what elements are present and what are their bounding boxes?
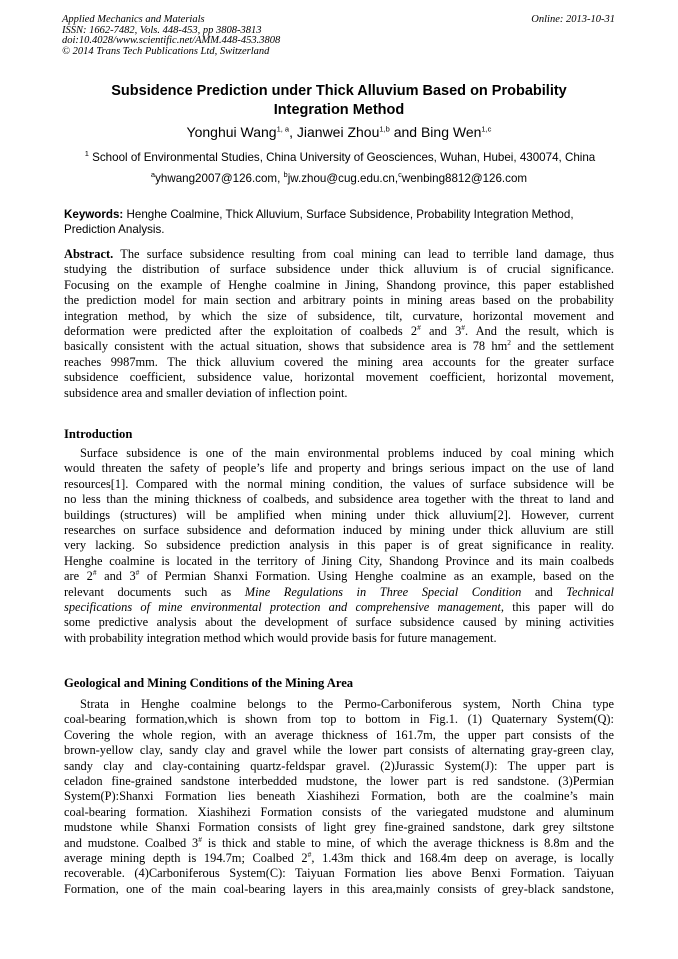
affiliation-text: School of Environmental Studies, China University of Geosciences, Wuhan, Hubei, 430074, China (88, 151, 596, 164)
keywords-label: Keywords: (64, 208, 124, 221)
intro-line: with probability integration method which would provide basis for future management. (64, 630, 497, 645)
intro-line: relevant documents such as Mine Regulations in Three Special Condition and Technical (64, 584, 615, 599)
intro-line: are 2# and 3# of Permian Shanxi Formation. Using Henghe coalmine as an example, based on the (64, 568, 615, 584)
author-1-affil: 1, a (276, 124, 290, 134)
affiliation-number: 1 (84, 149, 89, 159)
geological-paragraph (64, 697, 614, 897)
abstract-line: reaches 9987mm. The thick alluvium covered the mining area accounts for the greater surface (64, 354, 614, 369)
intro-line: resources[1]. Compared with the normal mining condition, the values of surface subsidence will be (64, 476, 614, 491)
abstract-line: basically consistent with the actual situation, shows that subsidence area is 78 $hm^2$ and the settlement (64, 338, 614, 354)
abstract-line: The surface subsidence resulting from coal mining can lead to terrible land damage, thus (113, 247, 614, 261)
intro-line: would threaten the safety of people’s life and property and brings serious impact on the use of land (64, 461, 614, 476)
author-2-affil: 1,b (379, 124, 390, 134)
introduction-paragraph (64, 446, 614, 646)
geo-line: coal-bearing formation. Xiashihezi Formation consists of the variegated mudstone and aluminum (64, 804, 614, 819)
email-b[interactable]: jw.zhou@cug.edu.cn, (287, 172, 399, 185)
title-line-1: Subsidence Prediction under Thick Alluvium Based on Probability (111, 83, 567, 99)
keywords-line-1: Henghe Coalmine, Thick Alluvium, Surface Subsidence, Probability Integration Method, (123, 208, 574, 221)
abstract-paragraph (64, 247, 614, 401)
email-c-mark: c (398, 170, 402, 180)
author-emails (60, 171, 618, 186)
geo-line: mudstone while Shanxi Formation consists of light grey fine-grained sandstone, dark grey siltstone (64, 820, 614, 835)
email-c[interactable]: wenbing8812@126.com (401, 172, 528, 185)
geo-line: Covering the whole region, with an average thickness of 161.7m, the upper part consists of the (64, 727, 614, 742)
intro-line: specifications of mine environmental protection and comprehensive management, this paper will do (64, 599, 614, 614)
geo-line: celadon fine-grained sandstone interbedded mudstone, the lower part is red sandstone. (3)Permian (64, 773, 614, 788)
intro-line: buildings (structures) will be amplified when mining under thick alluvium[2]. However, current (64, 507, 614, 522)
doi-line: doi:10.4028/www.scientific.net/AMM.448-453.3808 (62, 35, 281, 46)
online-date: Online: 2013-10-31 (531, 14, 615, 25)
journal-name: Applied Mechanics and Materials (62, 14, 205, 25)
copyright-line: © 2014 Trans Tech Publications Ltd, Switzerland (62, 45, 270, 57)
title-line-2: Integration Method (273, 102, 405, 118)
author-1: Yonghui Wang (186, 124, 277, 140)
geo-line: coal-bearing formation,which is shown from top to bottom in Fig.1. (1) Quaternary System(Q): (64, 712, 614, 727)
intro-line: Henghe coalmine is located in the territory of Jining City, Shandong Province and its main coalbeds (64, 553, 614, 568)
geo-line: sandy clay and clay-containing quartz-feldspar gravel. (2)Jurassic System(J): The upper part is (64, 758, 614, 773)
journal-header (62, 15, 280, 57)
geo-line: recoverable. (4)Carboniferous System(C): Taiyuan Formation lies above Benxi Formation. Taiyuan (64, 866, 614, 881)
geo-line: brown-yellow clay, sandy clay and gravel while the lower part consists of alternating gray-green clay, (64, 743, 614, 758)
abstract-line: integration method, by which the size of subsidence, tilt, curvature, horizontal movement and (64, 308, 614, 323)
intro-line: some predictive analysis about the development of surface subsidence caused by mining activities (64, 615, 614, 630)
section-heading-introduction: Introduction (64, 427, 133, 441)
intro-line: very lacking. So subsidence prediction analysis in this paper is of great significance in reality. (64, 538, 614, 553)
author-2: , Jianwei Zhou (289, 124, 380, 140)
geo-line: System(P):Shanxi Formation lies beneath Xiashihezi Formation, both are the coalmine’s main (64, 789, 614, 804)
affiliation (64, 150, 616, 165)
geo-line: and mudstone. Coalbed 3# is thick and stable to mine, of which the average thickness is 8.8m and the (64, 834, 615, 850)
paper-title (60, 82, 618, 120)
abstract-label: Abstract. (64, 247, 114, 261)
issn-line: ISSN: 1662-7482, Vols. 448-453, pp 3808-3813 (62, 24, 262, 36)
author-3: and Bing Wen (389, 124, 482, 140)
abstract-line: studying the distribution of surface subsidence under thick alluvium is of crucial significance. (64, 262, 614, 277)
email-a[interactable]: yhwang2007@126.com, (155, 172, 284, 185)
geo-line: Formation, one of the main coal-bearing layers in this area,mainly consists of grey-black sandstone, (64, 881, 614, 896)
abstract-line: the prediction model for main section and arbitrary points in mining areas based on the probability (64, 293, 614, 308)
intro-line: researches on surface subsidence and deformation induced by mining under thick alluvium are still (64, 522, 614, 537)
email-b-mark: b (283, 170, 288, 180)
email-a-mark: a (150, 170, 156, 180)
author-list (60, 123, 618, 141)
keywords-line-2: Prediction Analysis. (64, 223, 165, 236)
intro-line: Surface subsidence is one of the main environmental problems induced by coal mining which (80, 446, 614, 460)
intro-line: no less than the mining thickness of coalbeds, and subsidence area together with the threat to land and (64, 492, 614, 507)
geo-line: Strata in Henghe coalmine belongs to the Permo-Carboniferous system, North China type (80, 697, 614, 711)
section-heading-geological: Geological and Mining Conditions of the Mining Area (64, 676, 354, 690)
abstract-line: Focusing on the example of Henghe coalmine in Jining, Shandong province, this paper established (64, 277, 614, 292)
author-3-affil: 1,c (481, 124, 492, 134)
abstract-line: subsidence area and smaller deviation of inflection point. (64, 385, 348, 400)
geo-line: average mining depth is 194.7m; Coalbed 2#, 1.43m thick and 168.4m deep on average, is locally (64, 849, 614, 865)
keywords-block (64, 207, 614, 237)
abstract-line: deformation were predicted after the exploitation of coalbeds 2# and 3#. And the result, which is (64, 322, 614, 338)
abstract-line: subsidence coefficient, subsidence value, horizontal movement coefficient, horizontal movement, (64, 370, 614, 385)
